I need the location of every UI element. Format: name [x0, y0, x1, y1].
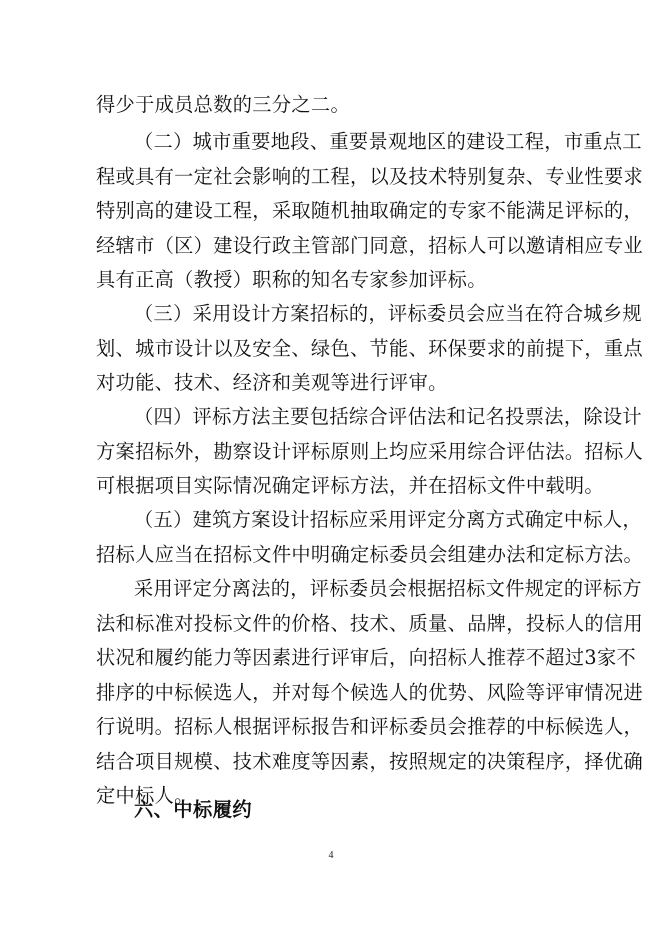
- paragraph-item-2: [96, 125, 644, 298]
- paragraph-line: 采用评定分离法的，评标委员会根据招标文件规定的评标方: [134, 577, 642, 600]
- paragraph-line: 特别高的建设工程，采取随机抽取确定的专家不能满足评标的，: [96, 199, 644, 222]
- paragraph-line: 定中标人。: [96, 784, 194, 807]
- paragraph-line: 程或具有一定社会影响的工程，以及技术特别复杂、专业性要求: [96, 164, 644, 188]
- paragraph-separation-method: [96, 572, 644, 814]
- paragraph-item-4: [96, 400, 644, 504]
- paragraph-line: （五）建筑方案设计招标应采用评定分离方式确定中标人，: [134, 508, 642, 531]
- paragraph-line: 对功能、技术、经济和美观等进行评审。: [96, 371, 448, 394]
- paragraph-line: （四）评标方法主要包括综合评估法和记名投票法，除设计: [134, 405, 642, 428]
- page-number: 4: [328, 850, 334, 861]
- paragraph-line: 经辖市（区）建设行政主管部门同意，招标人可以邀请相应专业: [96, 233, 644, 257]
- paragraph-line: （二）城市重要地段、重要景观地区的建设工程，市重点工: [134, 130, 642, 153]
- paragraph-line: （三）采用设计方案招标的，评标委员会应当在符合城乡规: [134, 302, 642, 325]
- paragraph-line: 划、城市设计以及安全、绿色、节能、环保要求的前提下，重点: [96, 336, 644, 360]
- paragraph-continuation: [96, 88, 616, 123]
- paragraph-line: 招标人应当在招标文件中明确定标委员会组建办法和定标方法。: [96, 542, 644, 566]
- paragraph-line: 行说明。招标人根据评标报告和评标委员会推荐的中标候选人，: [96, 715, 644, 738]
- section-heading: 六、中标履约: [134, 798, 253, 821]
- paragraph-line: 法和标准对投标文件的价格、技术、质量、品牌，投标人的信用: [96, 611, 644, 635]
- paragraph-item-3: [96, 297, 644, 401]
- paragraph-line: 状况和履约能力等因素进行评审后，向招标人推荐不超过3家不: [96, 646, 637, 669]
- paragraph-line: 可根据项目实际情况确定评标方法，并在招标文件中载明。: [96, 474, 604, 497]
- paragraph-line: 排序的中标候选人，并对每个候选人的优势、风险等评审情况进: [96, 680, 644, 704]
- paragraph-line: 具有正高（教授）职称的知名专家参加评标。: [96, 268, 487, 291]
- paragraph-line: 得少于成员总数的三分之二。: [96, 93, 350, 116]
- paragraph-item-5: [96, 503, 644, 572]
- paragraph-line: 方案招标外，勘察设计评标原则上均应采用综合评估法。招标人: [96, 439, 644, 463]
- paragraph-line: 结合项目规模、技术难度等因素，按照规定的决策程序，择优确: [96, 749, 644, 773]
